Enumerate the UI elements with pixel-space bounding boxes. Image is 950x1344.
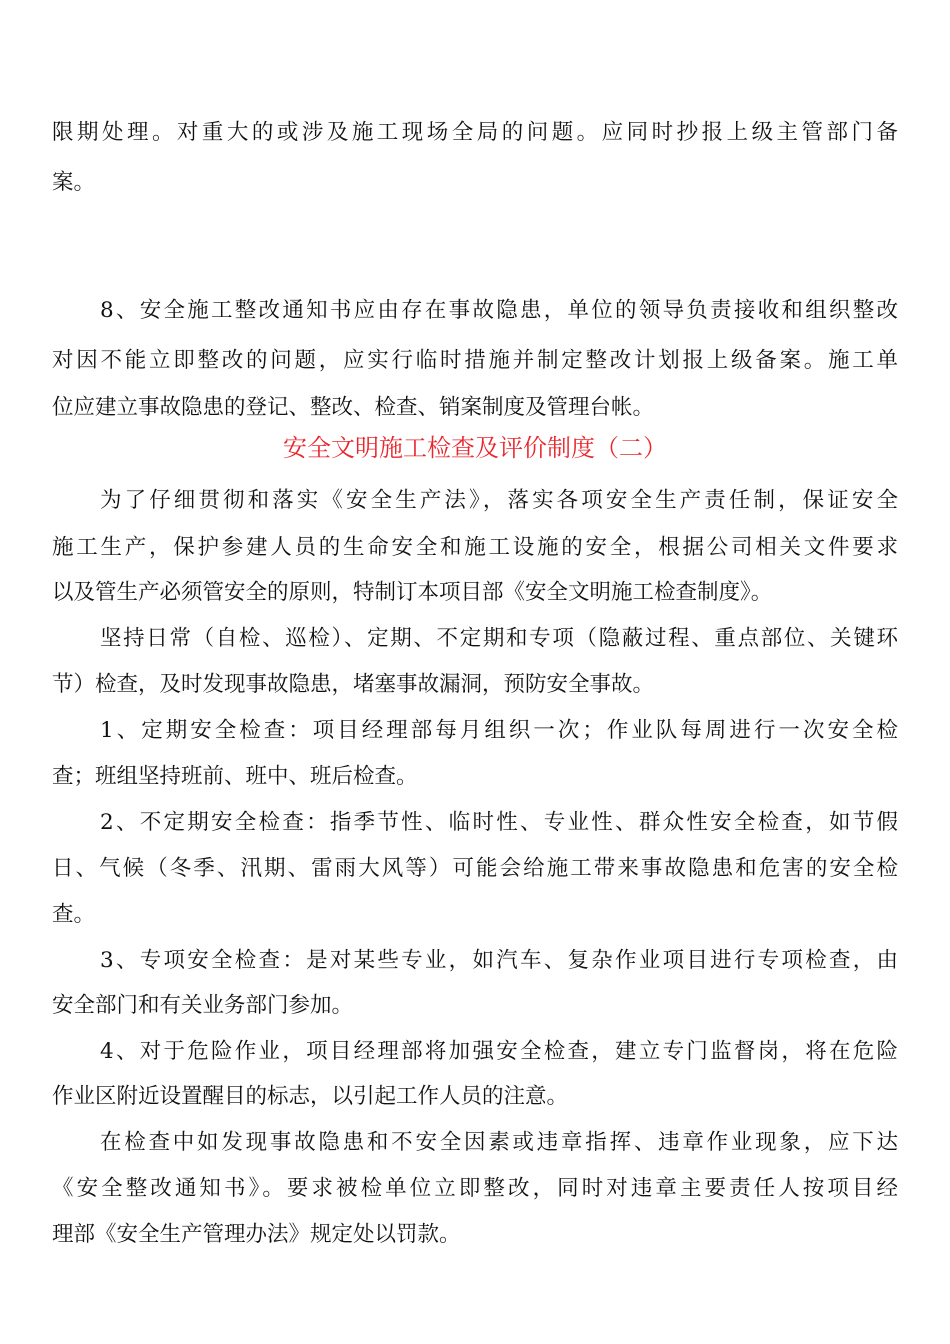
- text-line: 安全部门和有关业务部门参加。: [52, 993, 354, 1018]
- text-line: 节）检查，及时发现事故隐患，堵塞事故漏洞，预防安全事故。: [52, 672, 655, 697]
- text-line: 1、定期安全检查：项目经理部每月组织一次；作业队每周进行一次安全检: [100, 718, 898, 743]
- text-line: 查。: [52, 902, 96, 927]
- text-line: 日、气候（冬季、汛期、雷雨大风等）可能会给施工带来事故隐患和危害的安全检: [52, 856, 898, 881]
- text-line: 位应建立事故隐患的登记、整改、检查、销案制度及管理台帐。: [52, 395, 655, 420]
- text-line: 作业区附近设置醒目的标志，以引起工作人员的注意。: [52, 1084, 569, 1109]
- text-line: 施工生产，保护参建人员的生命安全和施工设施的安全，根据公司相关文件要求: [52, 535, 898, 560]
- text-line: 3、专项安全检查：是对某些专业，如汽车、复杂作业项目进行专项检查，由: [100, 948, 898, 973]
- text-line: 2、不定期安全检查：指季节性、临时性、专业性、群众性安全检查，如节假: [100, 810, 898, 835]
- text-line: 4、对于危险作业，项目经理部将加强安全检查，建立专门监督岗，将在危险: [100, 1039, 898, 1064]
- text-line: 坚持日常（自检、巡检）、定期、不定期和专项（隐蔽过程、重点部位、关键环: [100, 626, 898, 651]
- section-title: 安全文明施工检查及评价制度（二）: [283, 434, 667, 462]
- text-line: 8、安全施工整改通知书应由存在事故隐患，单位的领导负责接收和组织整改: [100, 298, 898, 323]
- text-line: 对因不能立即整改的问题，应实行临时措施并制定整改计划报上级备案。施工单: [52, 348, 898, 373]
- text-line: 以及管生产必须管安全的原则，特制订本项目部《安全文明施工检查制度》。: [52, 580, 773, 605]
- text-line: 在检查中如发现事故隐患和不安全因素或违章指挥、违章作业现象，应下达: [100, 1130, 898, 1155]
- text-line: 为了仔细贯彻和落实《安全生产法》，落实各项安全生产责任制，保证安全: [100, 488, 898, 513]
- text-line: 理部《安全生产管理办法》规定处以罚款。: [52, 1222, 461, 1247]
- text-line: 限期处理。对重大的或涉及施工现场全局的问题。应同时抄报上级主管部门备: [52, 120, 898, 145]
- text-line: 案。: [52, 170, 96, 195]
- text-line: 《安全整改通知书》。要求被检单位立即整改，同时对违章主要责任人按项目经: [52, 1176, 898, 1201]
- text-line: 查；班组坚持班前、班中、班后检查。: [52, 764, 418, 789]
